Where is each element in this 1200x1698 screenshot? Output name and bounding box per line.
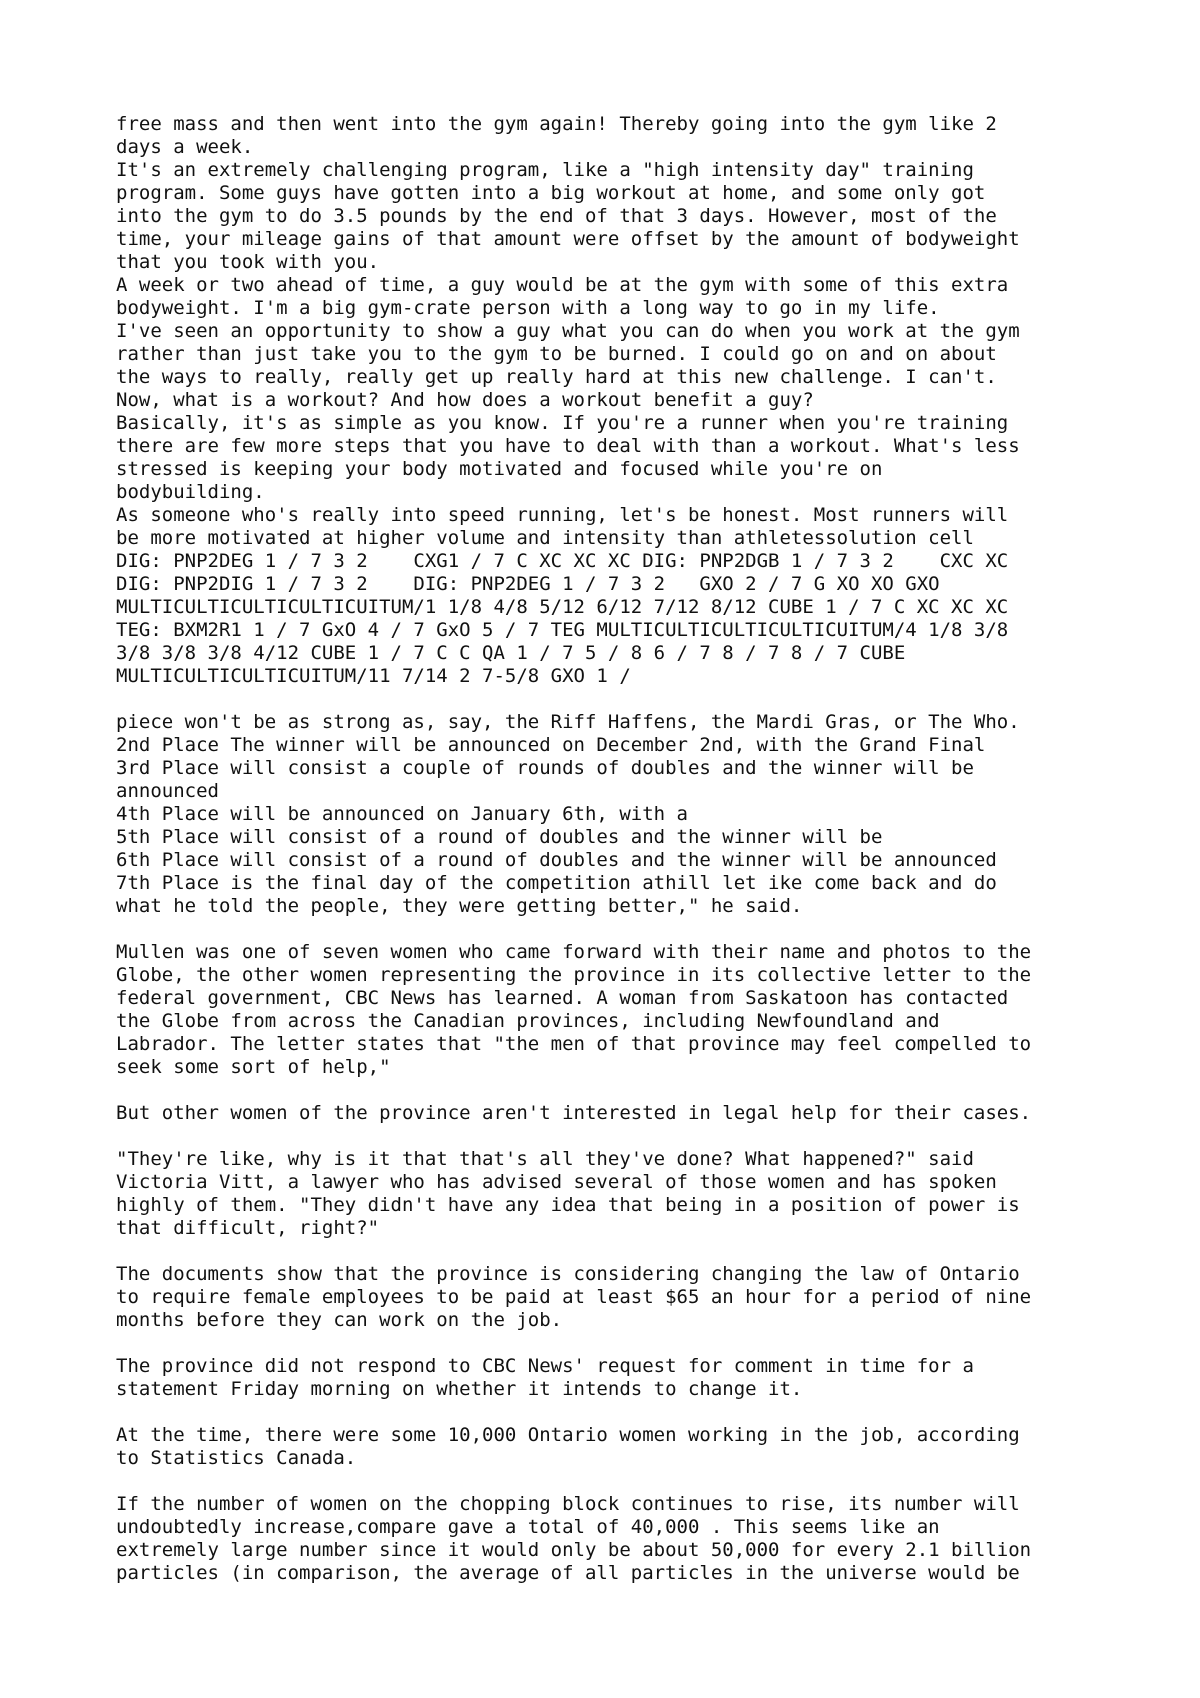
text-line: rather than just take you to the gym to be burned. I could go on and on about — [116, 343, 997, 365]
text-line: Globe, the other women representing the province in its collective letter to the — [116, 964, 1032, 986]
text-line: 2nd Place The winner will be announced on December 2nd, with the Grand Final — [116, 734, 986, 756]
text-line: The documents show that the province is considering changing the law of Ontario — [116, 1263, 1020, 1285]
text-line: particles (in comparison, the average of all particles in the universe would be — [116, 1562, 1020, 1584]
text-line: be more motivated at higher volume and intensity than athletessolution cell — [116, 527, 974, 549]
paragraph-gap — [116, 1332, 1176, 1355]
text-line: The province did not respond to CBC News' request for comment in time for a — [116, 1355, 974, 1377]
text-line: the Globe from across the Canadian provinces, including Newfoundland and — [116, 1010, 940, 1032]
text-line: At the time, there were some 10,000 Ontario women working in the job, according — [116, 1424, 1020, 1446]
text-line: days a week. — [116, 136, 254, 158]
text-line: free mass and then went into the gym again! Thereby going into the gym like 2 — [116, 113, 997, 135]
text-line: 4th Place will be announced on January 6th, with a — [116, 803, 688, 825]
text-line: MULTICULTICULTICUITUM/11 7/14 2 7-5/8 GXO 1 / — [116, 665, 631, 687]
paragraph-gap — [116, 1125, 1176, 1148]
text-line: to require female employees to be paid at least $65 an hour for a period of nine — [116, 1286, 1032, 1308]
paragraph-gap — [116, 1079, 1176, 1102]
text-line: Mullen was one of seven women who came forward with their name and photos to the — [116, 941, 1032, 963]
paragraph-gap — [116, 1470, 1176, 1493]
text-line: announced — [116, 780, 219, 802]
text-line: "They're like, why is it that that's all they've done? What happened?" said — [116, 1148, 974, 1170]
text-line: It's an extremely challenging program, like a "high intensity day" training — [116, 159, 974, 181]
text-line: 6th Place will consist of a round of doubles and the winner will be announced — [116, 849, 997, 871]
text-line: highly of them. "They didn't have any idea that being in a position of power is — [116, 1194, 1020, 1216]
text-line: federal government, CBC News has learned. A woman from Saskatoon has contacted — [116, 987, 1009, 1009]
text-line: bodybuilding. — [116, 481, 265, 503]
text-line: DIG: PNP2DEG 1 / 7 3 2 CXG1 / 7 C XC XC XC DIG: PNP2DGB 1 / 7 3 2 CXC XC — [116, 550, 1009, 572]
text-line: into the gym to do 3.5 pounds by the end of that 3 days. However, most of the — [116, 205, 997, 227]
text-line: what he told the people, they were getting better," he said. — [116, 895, 803, 917]
text-line: the ways to really, really get up really hard at this new challenge. I can't. — [116, 366, 997, 388]
text-line: Basically, it's as simple as you know. If you're a runner when you're training — [116, 412, 1009, 434]
text-line: Now, what is a workout? And how does a workout benefit a guy? — [116, 389, 814, 411]
paragraph-gap — [116, 688, 1176, 711]
paragraph-gap — [116, 1401, 1176, 1424]
text-line: DIG: PNP2DIG 1 / 7 3 2 DIG: PNP2DEG 1 / 7 3 2 GXO 2 / 7 G XO XO GXO — [116, 573, 940, 595]
paragraph-gap — [116, 918, 1176, 941]
text-line: piece won't be as strong as, say, the Riff Haffens, the Mardi Gras, or The Who. — [116, 711, 1020, 733]
text-line: If the number of women on the chopping block continues to rise, its number will — [116, 1493, 1020, 1515]
text-line: I've seen an opportunity to show a guy what you can do when you work at the gym — [116, 320, 1020, 342]
text-line: MULTICULTICULTICULTICUITUM/1 1/8 4/8 5/12 6/12 7/12 8/12 CUBE 1 / 7 C XC XC XC — [116, 596, 1009, 618]
text-line: stressed is keeping your body motivated and focused while you're on — [116, 458, 883, 480]
text-line: program. Some guys have gotten into a big workout at home, and some only got — [116, 182, 986, 204]
text-line: But other women of the province aren't interested in legal help for their cases. — [116, 1102, 1032, 1124]
text-line: As someone who's really into speed running, let's be honest. Most runners will — [116, 504, 1009, 526]
text-line: that you took with you. — [116, 251, 380, 273]
text-line: months before they can work on the job. — [116, 1309, 563, 1331]
text-line: 5th Place will consist of a round of doubles and the winner will be — [116, 826, 883, 848]
text-line: bodyweight. I'm a big gym-crate person with a long way to go in my life. — [116, 297, 940, 319]
text-line: time, your mileage gains of that amount were offset by the amount of bodyweight — [116, 228, 1020, 250]
text-line: statement Friday morning on whether it intends to change it. — [116, 1378, 803, 1400]
text-line: extremely large number since it would only be about 50,000 for every 2.1 billion — [116, 1539, 1032, 1561]
text-line: 3/8 3/8 3/8 4/12 CUBE 1 / 7 C C QA 1 / 7 5 / 8 6 / 7 8 / 7 8 / 7 CUBE — [116, 642, 906, 664]
text-line: 7th Place is the final day of the competition athill let ike come back and do — [116, 872, 997, 894]
text-line: seek some sort of help," — [116, 1056, 391, 1078]
text-line: A week or two ahead of time, a guy would be at the gym with some of this extra — [116, 274, 1009, 296]
text-line: 3rd Place will consist a couple of rounds of doubles and the winner will be — [116, 757, 974, 779]
text-line: that difficult, right?" — [116, 1217, 380, 1239]
text-line: Victoria Vitt, a lawyer who has advised several of those women and has spoken — [116, 1171, 997, 1193]
document-body — [116, 113, 1176, 1585]
text-line: undoubtedly increase,compare gave a total of 40,000 . This seems like an — [116, 1516, 940, 1538]
text-line: Labrador. The letter states that "the men of that province may feel compelled to — [116, 1033, 1032, 1055]
text-line: to Statistics Canada. — [116, 1447, 357, 1469]
text-line: there are few more steps that you have to deal with than a workout. What's less — [116, 435, 1020, 457]
text-line: TEG: BXM2R1 1 / 7 GxO 4 / 7 GxO 5 / 7 TEG MULTICULTICULTICULTICUITUM/4 1/8 3/8 — [116, 619, 1009, 641]
paragraph-gap — [116, 1240, 1176, 1263]
